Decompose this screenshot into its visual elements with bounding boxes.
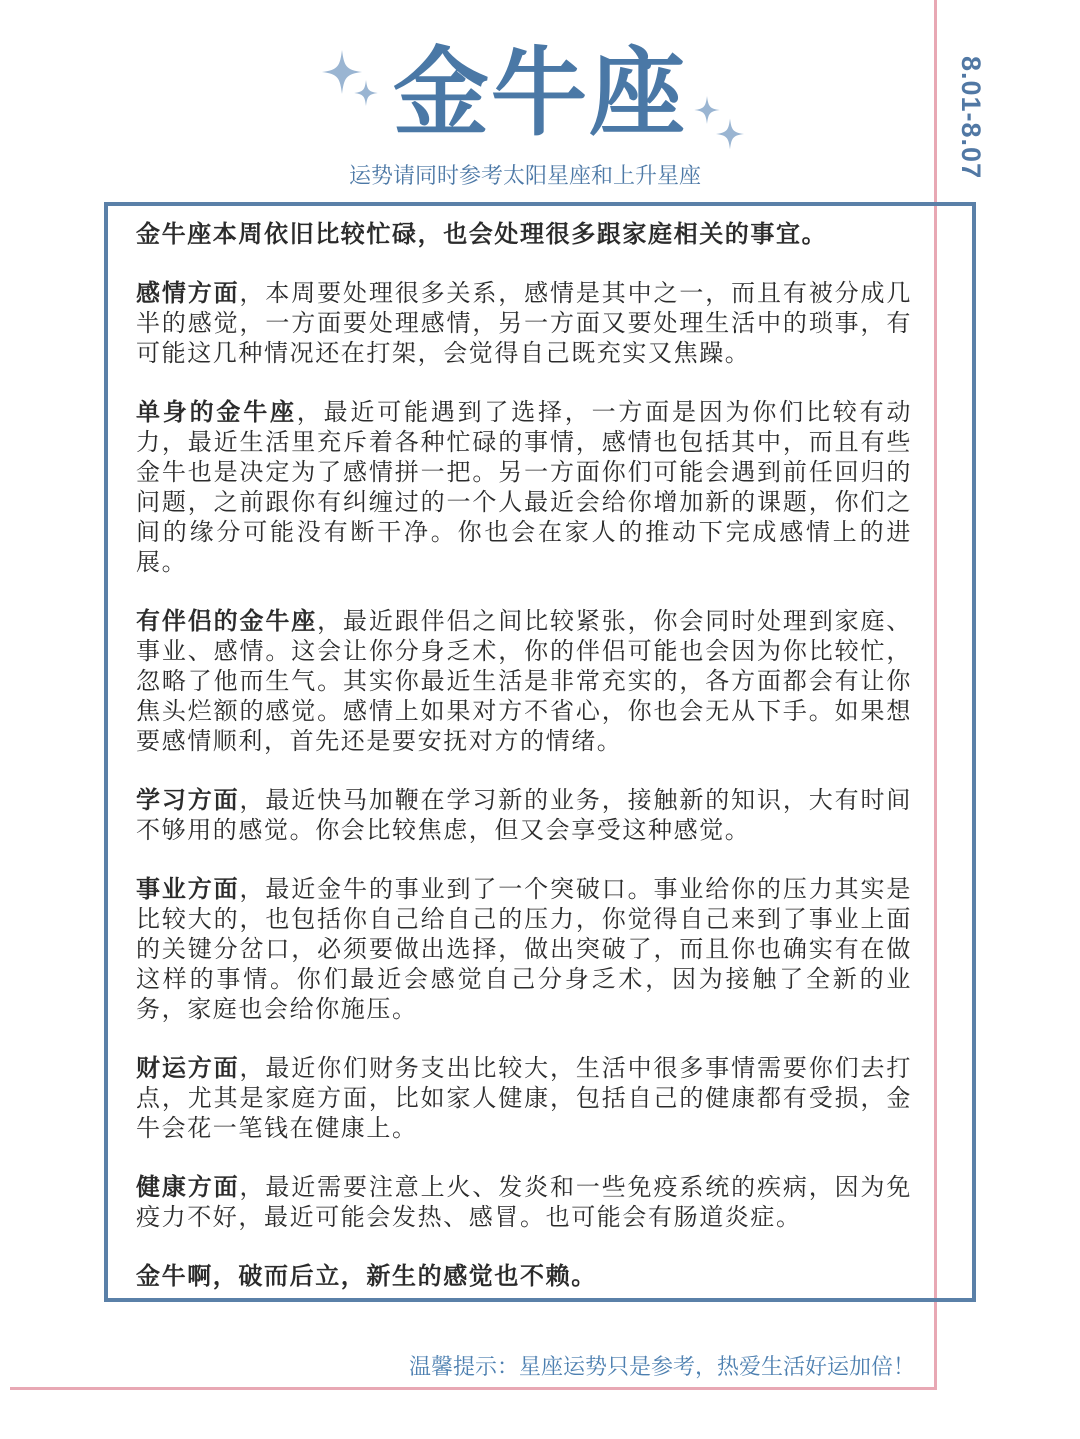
section-heading: 感情方面	[136, 279, 240, 307]
section-body: ，最近需要注意上火、发炎和一些免疫系统的疾病，因为免疫力不好，最近可能会发热、感冒。也可能会有肠道炎症。	[136, 1173, 912, 1231]
section-health	[136, 1172, 912, 1232]
footer-tip: 温馨提示：星座运势只是参考，热爱生活好运加倍！	[408, 1355, 915, 1380]
section-heading: 单身的金牛座	[136, 398, 297, 426]
section-career	[136, 874, 912, 1024]
section-heading: 事业方面	[136, 875, 240, 903]
closing-text: 金牛啊，破而后立，新生的感觉也不赖。	[136, 1262, 597, 1290]
date-range: 8.01-8.07	[956, 56, 986, 180]
section-heading: 健康方面	[136, 1173, 240, 1201]
intro-text: 金牛座本周依旧比较忙碌，也会处理很多跟家庭相关的事宜。	[136, 220, 828, 248]
subtitle: 运势请同时参考太阳星座和上升星座	[348, 164, 701, 189]
section-heading: 学习方面	[136, 786, 240, 814]
section-heading: 财运方面	[136, 1054, 240, 1082]
intro-paragraph	[136, 219, 912, 249]
horoscope-text	[136, 219, 912, 1320]
section-study	[136, 785, 912, 845]
pink-horizontal-line	[10, 1387, 937, 1390]
section-body: ，最近快马加鞭在学习新的业务，接触新的知识，大有时间不够用的感觉。你会比较焦虑，但又会享受这种感觉。	[136, 786, 912, 844]
section-partnered	[136, 606, 912, 756]
section-wealth	[136, 1053, 912, 1143]
section-heading: 有伴侣的金牛座	[136, 607, 318, 635]
section-body: ，最近金牛的事业到了一个突破口。事业给你的压力其实是比较大的，也包括你自己给自己的压力，你觉得自己来到了事业上面的关键分岔口，必须要做出选择，做出突破了，而且你也确实有在做这样的事情。你们最近会感觉自己分身乏术，因为接触了全新的业务，家庭也会给你施压。	[136, 875, 912, 1023]
page-title: 金牛座	[393, 37, 687, 149]
section-body: ，最近跟伴侣之间比较紧张，你会同时处理到家庭、事业、感情。这会让你分身乏术，你的伴侣可能也会因为你比较忙，忽略了他而生气。其实你最近生活是非常充实的，各方面都会有让你焦头烂额的感觉。感情上如果对方不省心，你也会无从下手。如果想要感情顺利，首先还是要安抚对方的情绪。	[136, 607, 912, 755]
closing-paragraph	[136, 1261, 912, 1291]
section-single	[136, 397, 912, 577]
section-body: ，最近你们财务支出比较大，生活中很多事情需要你们去打点，尤其是家庭方面，比如家人健康，包括自己的健康都有受损，金牛会花一笔钱在健康上。	[136, 1054, 912, 1142]
section-love	[136, 278, 912, 368]
section-body: ，最近可能遇到了选择，一方面是因为你们比较有动力，最近生活里充斥着各种忙碌的事情，感情也包括其中，而且有些金牛也是决定为了感情拼一把。另一方面你们可能会遇到前任回归的问题，之前跟你有纠缠过的一个人最近会给你增加新的课题，你们之间的缘分可能没有断干净。你也会在家人的推动下完成感情上的进展。	[136, 398, 912, 576]
section-body: ，本周要处理很多关系，感情是其中之一，而且有被分成几半的感觉，一方面要处理感情，另一方面又要处理生活中的琐事，有可能这几种情况还在打架，会觉得自己既充实又焦躁。	[136, 279, 912, 367]
